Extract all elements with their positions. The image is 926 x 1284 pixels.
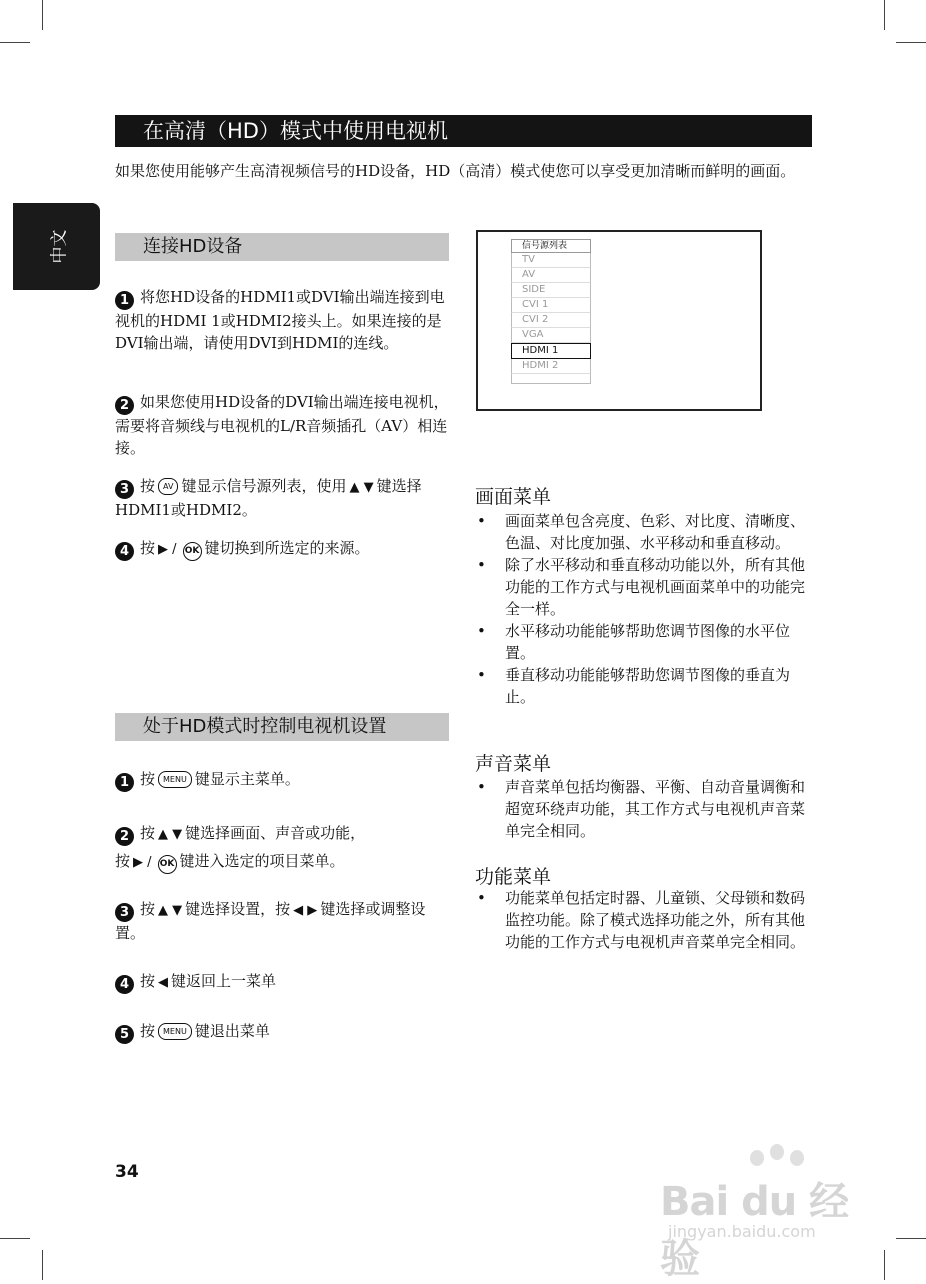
- step-number: 5: [115, 1025, 134, 1044]
- up-down-arrows-icon: ▲ ▼: [349, 480, 374, 495]
- connect-step-1: [115, 286, 451, 354]
- up-down-arrows-icon: ▲ ▼: [158, 903, 183, 918]
- page-title: 在高清（HD）模式中使用电视机: [115, 115, 812, 147]
- crop-mark: [884, 0, 885, 30]
- step-number: 3: [115, 480, 134, 499]
- step-number: 4: [115, 542, 134, 561]
- ok-key-icon: OK: [158, 855, 177, 874]
- crop-mark: [42, 1250, 43, 1280]
- step-text: 按: [140, 900, 156, 918]
- connect-step-3: [115, 475, 451, 521]
- paw-icon: [750, 1150, 764, 1166]
- step-text: 键退出菜单: [194, 1022, 270, 1040]
- baidu-watermark: [660, 1150, 870, 1282]
- settings-step-3: [115, 898, 451, 944]
- crop-mark: [42, 0, 43, 30]
- settings-step-5: [115, 1020, 451, 1044]
- crop-mark: [896, 42, 926, 43]
- step-number: 3: [115, 903, 134, 922]
- language-tab: [13, 203, 100, 290]
- watermark-url: jingyan.baidu.com: [668, 1222, 816, 1241]
- connect-step-2: [115, 391, 451, 459]
- step-text: 按: [140, 477, 156, 495]
- source-item: SIDE: [511, 283, 591, 298]
- crop-mark: [884, 1250, 885, 1280]
- picture-menu-title: 画面菜单: [475, 486, 552, 508]
- language-tab-label: 中文: [49, 229, 69, 264]
- settings-step-1: [115, 768, 451, 792]
- list-item: • 垂直移动功能能够帮助您调节图像的垂直为止。: [475, 664, 815, 708]
- list-item: • 声音菜单包括均衡器、平衡、自动音量调衡和超宽环绕声功能，其工作方式与电视机声音菜单完全相同。: [475, 776, 815, 842]
- right-arrow-icon: ▶ /: [133, 855, 152, 870]
- picture-menu-list: [475, 510, 815, 708]
- settings-step-4: [115, 970, 451, 994]
- section-connect-hd-title: 连接HD设备: [115, 233, 449, 261]
- crop-mark: [0, 42, 30, 43]
- step-number: 1: [115, 773, 134, 792]
- settings-step-2: [115, 820, 451, 876]
- step-text: 键切换到所选定的来源。: [204, 539, 370, 557]
- page-number: 34: [115, 1162, 139, 1182]
- list-item: • 功能菜单包括定时器、儿童锁、父母锁和数码监控功能。除了模式选择功能之外，所有其他功能的工作方式与电视机声音菜单完全相同。: [475, 887, 815, 953]
- sound-menu-list: [475, 776, 815, 842]
- menu-key-icon: MENU: [158, 771, 192, 788]
- crop-mark: [896, 1238, 926, 1239]
- up-down-arrows-icon: ▲ ▼: [158, 827, 183, 842]
- step-text: 键选择画面、声音或功能，: [185, 824, 366, 842]
- step-number: 1: [115, 291, 134, 310]
- step-text: 按: [140, 770, 156, 788]
- source-item: TV: [511, 253, 591, 268]
- step-text: 按: [140, 1022, 156, 1040]
- step-text: 键返回上一菜单: [171, 972, 277, 990]
- step-number: 4: [115, 975, 134, 994]
- list-item: • 除了水平移动和垂直移动功能以外，所有其他功能的工作方式与电视机画面菜单中的功能完全一样。: [475, 554, 815, 620]
- source-list-footer: [511, 374, 591, 384]
- tv-screen-illustration: [476, 230, 762, 411]
- step-text: 键选择或调整设置。: [115, 900, 426, 942]
- section-hd-settings-title: 处于HD模式时控制电视机设置: [115, 713, 449, 741]
- source-list: [511, 239, 591, 384]
- source-item: HDMI 2: [511, 359, 591, 374]
- list-item: • 水平移动功能能够帮助您调节图像的水平位置。: [475, 620, 815, 664]
- paw-icon: [770, 1144, 784, 1160]
- step-text: 键进入选定的项目菜单。: [179, 852, 345, 870]
- feature-menu-list: [475, 887, 815, 953]
- step-text: 键选择设置，按: [185, 900, 291, 918]
- step-text: 按: [140, 824, 156, 842]
- list-item: • 画面菜单包含亮度、色彩、对比度、清晰度、色温、对比度加强、水平移动和垂直移动。: [475, 510, 815, 554]
- step-text: 按: [115, 852, 131, 870]
- source-item: VGA: [511, 328, 591, 343]
- source-item-selected: HDMI 1: [511, 343, 591, 359]
- sound-menu-title: 声音菜单: [475, 753, 552, 775]
- av-key-icon: AV: [158, 478, 178, 495]
- left-right-arrows-icon: ◀ ▶: [293, 903, 318, 918]
- crop-mark: [0, 1238, 30, 1239]
- menu-key-icon: MENU: [158, 1023, 192, 1040]
- ok-key-icon: OK: [183, 542, 202, 561]
- feature-menu-title: 功能菜单: [475, 866, 552, 888]
- step-number: 2: [115, 396, 134, 415]
- step-text: 按: [140, 539, 156, 557]
- step-text: 将您HD设备的HDMI1或DVI输出端连接到电视机的HDMI 1或HDMI2接头上。如果连接的是DVI输出端，请使用DVI到HDMI的连线。: [115, 288, 445, 352]
- step-text: 键显示信号源列表，使用: [181, 477, 347, 495]
- source-item: AV: [511, 268, 591, 283]
- step-text: 按: [140, 972, 156, 990]
- connect-step-4: [115, 537, 451, 561]
- step-text: 键选择HDMI1或HDMI2。: [115, 477, 422, 519]
- step-text: 如果您使用HD设备的DVI输出端连接电视机，需要将音频线与电视机的L/R音频插孔（AV）相连接。: [115, 393, 449, 457]
- source-item: CVI 1: [511, 298, 591, 313]
- paw-icon: [790, 1150, 804, 1166]
- source-list-title: 信号源列表: [511, 239, 591, 253]
- left-arrow-icon: ◀: [158, 975, 169, 990]
- watermark-logo-text: Bai du 经验: [660, 1179, 849, 1282]
- intro-text: 如果您使用能够产生高清视频信号的HD设备，HD（高清）模式使您可以享受更加清晰而鲜明的画面。: [115, 162, 796, 180]
- step-number: 2: [115, 827, 134, 846]
- step-text: 键显示主菜单。: [194, 770, 300, 788]
- source-item: CVI 2: [511, 313, 591, 328]
- right-arrow-icon: ▶ /: [158, 542, 177, 557]
